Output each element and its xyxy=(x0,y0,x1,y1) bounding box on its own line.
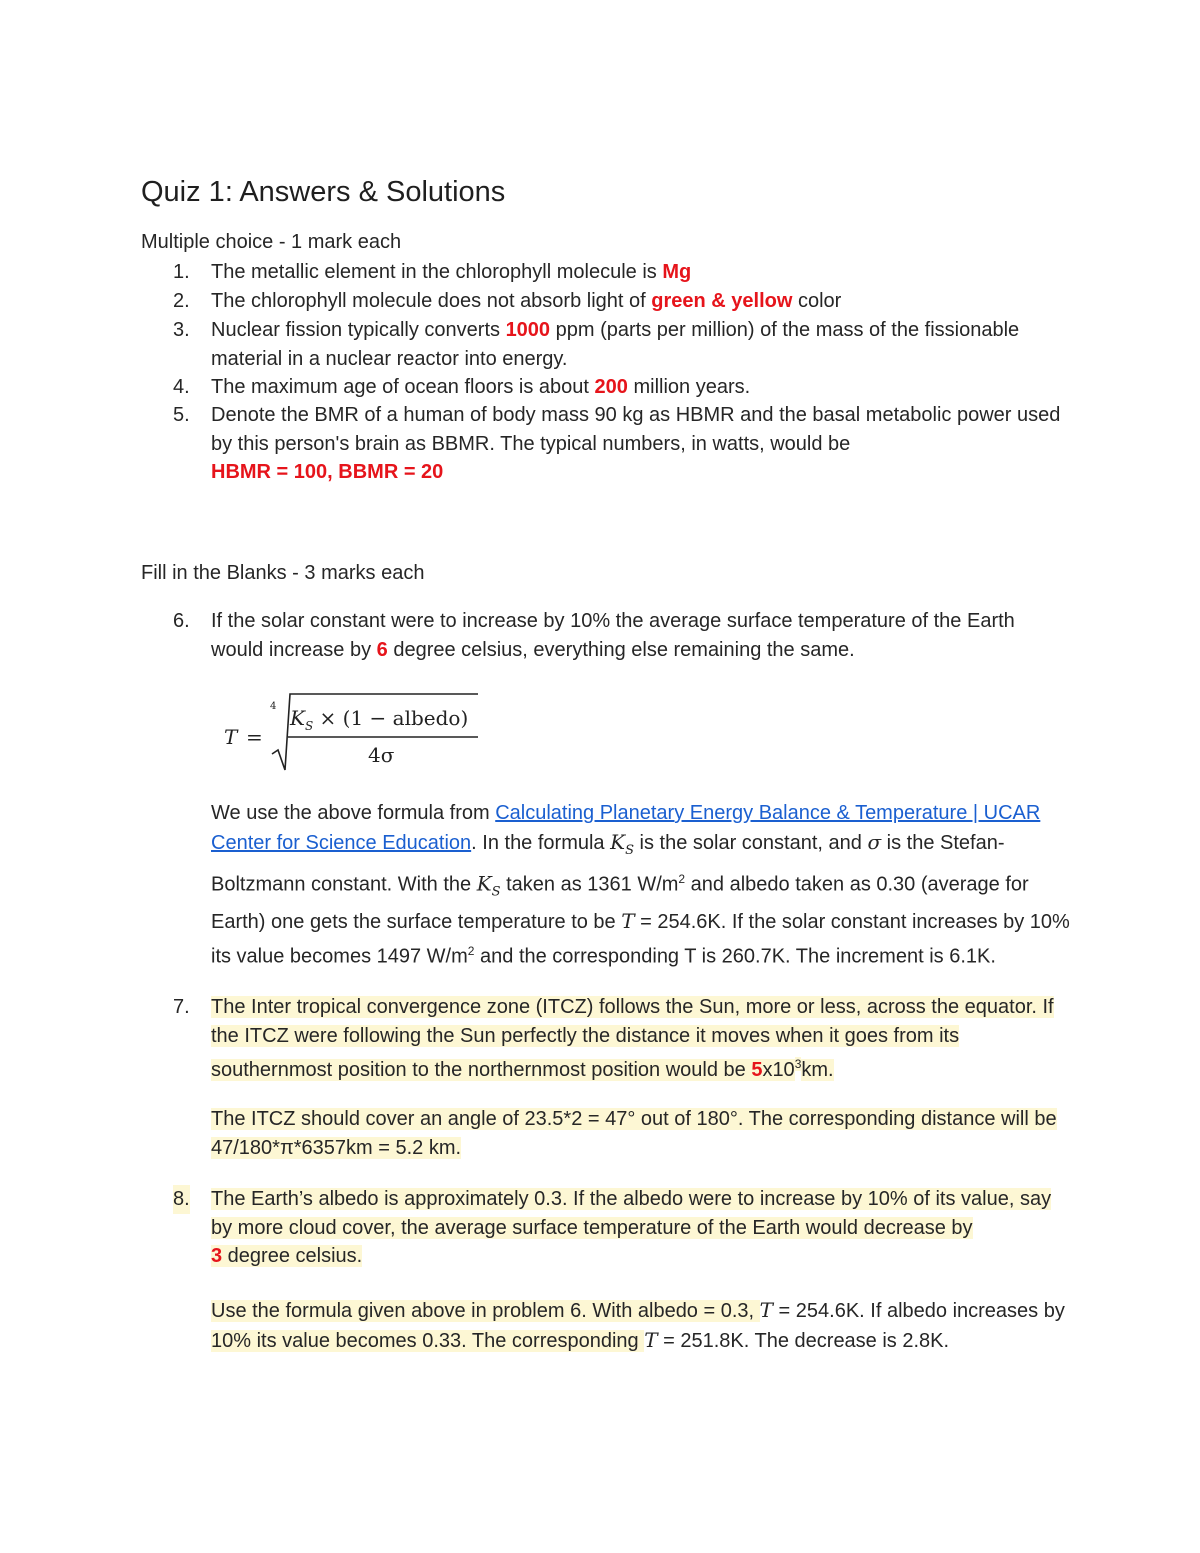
multiple-choice-header: Multiple choice - 1 mark each xyxy=(141,231,402,253)
question-number: 4. xyxy=(173,376,190,398)
question-text: The metallic element in the chlorophyll molecule is xyxy=(211,261,663,283)
question-text: The Earth’s albedo is approximately 0.3. If the albedo were to increase by 10% of its value, say by more cloud cover, the average surface temperature of the Earth would decrease by xyxy=(211,1188,1052,1239)
answer: green & yellow xyxy=(651,290,793,312)
question-8: 8. The Earth’s albedo is approximately 0.3. If the albedo were to increase by 10% of its value, say by more cloud cover, the average surface temperature of the Earth would decrease by 3 degree celsius. xyxy=(141,1185,1061,1273)
root-index: 4 xyxy=(270,701,277,712)
formula-equals: = xyxy=(246,725,263,749)
ucar-link[interactable]: Calculating Planetary Energy Balance & Temperature | UCAR Center for Science Education xyxy=(211,802,1041,854)
answer: 6 xyxy=(376,638,388,661)
question-6-solution: We use the above formula from Calculating Planetary Energy Balance & Temperature | UCAR Center for Science Education. In the formula $K_S$ is the solar constant, and σ is the Stefan-Boltzmann constant. With the $K_S$ taken as 1361 $W/m^2$ and albedo taken as 0.30 (average for Earth) one gets the surface temperature to be T = 254.6K. If the solar constant increases by 10% its value becomes 1497 $W/m^2$ and the corresponding T is 260.7K. The increment is 6.1K. xyxy=(211,802,1070,968)
question-text: The chlorophyll molecule does not absorb light of xyxy=(211,290,652,312)
question-number: 2. xyxy=(173,290,190,312)
question-2 xyxy=(141,287,1061,317)
question-text: If the solar constant were to increase by 10% the average surface temperature of the Earth would increase by xyxy=(211,610,1015,661)
formula-denominator: 4σ xyxy=(368,743,395,767)
question-4 xyxy=(141,373,1061,403)
question-text-after: degree celsius, everything else remaining the same. xyxy=(387,638,855,661)
answer: Mg xyxy=(662,261,692,283)
question-number: 6. xyxy=(173,610,190,632)
formula-lhs: T xyxy=(224,725,238,749)
question-text-after: color xyxy=(792,290,842,312)
question-text: The maximum age of ocean floors is about xyxy=(211,376,595,398)
question-1 xyxy=(141,258,1061,288)
answer: 200 xyxy=(594,376,628,398)
question-text: Nuclear fission typically converts xyxy=(211,319,506,341)
temperature-formula xyxy=(222,692,492,776)
answer: 1000 xyxy=(505,319,551,341)
question-5 xyxy=(141,401,1061,487)
question-text: The Inter tropical convergence zone (ITCZ) follows the Sun, more or less, across the equator. If the ITCZ were following the Sun perfectly the distance it moves when it goes from its southernmost position to the northernmost position would be xyxy=(211,996,1054,1081)
page-title: Quiz 1: Answers & Solutions xyxy=(141,176,506,208)
question-number: 5. xyxy=(173,404,190,426)
question-text-after: ppm (parts per million) of the mass of the fissionable material in a nuclear reactor into energy. xyxy=(211,319,1020,370)
question-number: 3. xyxy=(173,319,190,341)
answer: 3 xyxy=(211,1245,223,1267)
question-number: 8. xyxy=(173,1185,190,1214)
question-7: 7. The Inter tropical convergence zone (ITCZ) follows the Sun, more or less, across the equator. If the ITCZ were following the Sun perfectly the distance it moves when it goes from its southernmost position to the northernmost position would be $5x10^3km$. xyxy=(141,993,1061,1081)
question-number: 7. xyxy=(173,996,190,1018)
question-6 xyxy=(141,607,1061,665)
formula-numerator: $K_S \times (1$ − albedo) xyxy=(290,706,469,733)
question-8-solution: Use the formula given above in problem 6. With albedo = 0.3, T = 254.6K. If albedo increases by 10% its value becomes 0.33. The corresponding T = 251.8K. The decrease is 2.8K. xyxy=(211,1298,1065,1352)
question-7-solution: The ITCZ should cover an angle of 23.5*2 = 47° out of 180°. The corresponding distance will be 47/180*π*6357km = 5.2 km. xyxy=(211,1108,1057,1159)
question-number: 1. xyxy=(173,261,190,283)
answer: HBMR = 100, BBMR = 20 xyxy=(211,461,444,483)
question-text-after: million years. xyxy=(627,376,751,398)
fill-in-blanks-header: Fill in the Blanks - 3 marks each xyxy=(141,562,425,584)
question-text: Denote the BMR of a human of body mass 90 kg as HBMR and the basal metabolic power used by this person's brain as BBMR. The typical numbers, in watts, would be xyxy=(211,404,1061,455)
answer: 5 xyxy=(751,1058,763,1081)
question-3 xyxy=(141,316,1061,374)
